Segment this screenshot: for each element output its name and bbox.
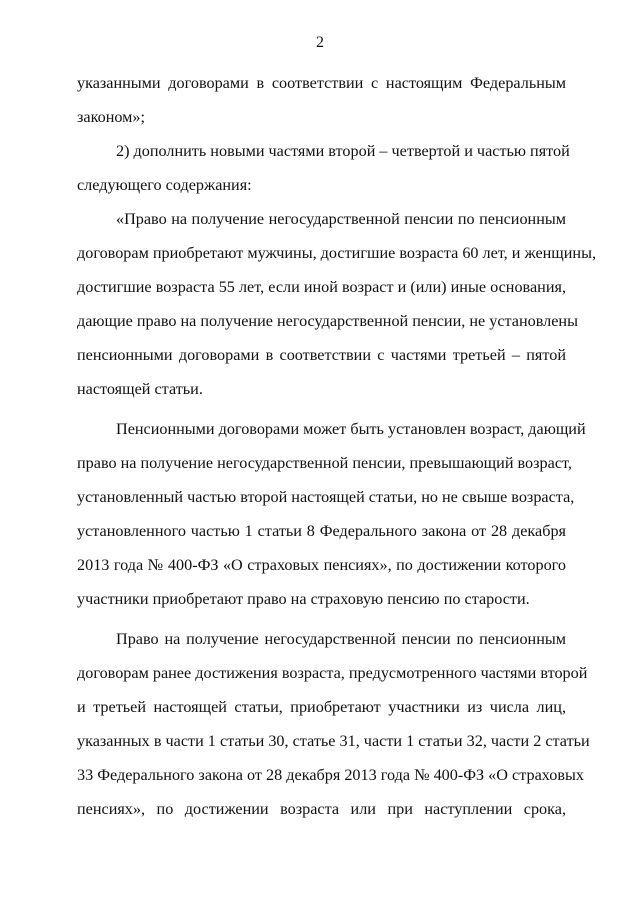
- text-line-2: законом»;: [77, 108, 145, 126]
- text-line-10: настоящей статьи.: [77, 380, 203, 398]
- text-line-6: договорам приобретают мужчины, достигшие возраста 60 лет, и женщины,: [77, 244, 597, 262]
- text-line-19: и третьей настоящей статьи, приобретают участники из числа лиц,: [77, 698, 566, 716]
- text-line-14: установленного частью 1 статьи 8 Федерального закона от 28 декабря: [77, 522, 566, 540]
- text-line-4: следующего содержания:: [77, 176, 252, 194]
- text-line-22: пенсиях», по достижении возраста или при наступлении срока,: [77, 800, 566, 818]
- text-line-20: указанных в части 1 статьи 30, статье 31, части 1 статьи 32, части 2 статьи: [77, 732, 590, 750]
- text-line-1: указанными договорами в соответствии с настоящим Федеральным: [77, 74, 566, 92]
- text-line-7: достигшие возраста 55 лет, если иной возраст и (или) иные основания,: [77, 278, 566, 296]
- text-line-13: установленный частью второй настоящей статьи, но не свыше возраста,: [77, 488, 575, 506]
- text-line-16: участники приобретают право на страховую пенсию по старости.: [77, 590, 530, 608]
- text-line-5: «Право на получение негосударственной пенсии по пенсионным: [116, 210, 566, 228]
- text-line-15: 2013 года № 400-ФЗ «О страховых пенсиях», по достижении которого: [77, 556, 566, 574]
- text-line-21: 33 Федерального закона от 28 декабря 2013 года № 400-ФЗ «О страховых: [77, 766, 584, 784]
- text-line-11: Пенсионными договорами может быть установлен возраст, дающий: [116, 420, 586, 438]
- text-line-12: право на получение негосударственной пенсии, превышающий возраст,: [77, 454, 572, 472]
- text-line-18: договорам ранее достижения возраста, предусмотренного частями второй: [77, 664, 588, 682]
- text-line-3: 2) дополнить новыми частями второй – четвертой и частью пятой: [116, 142, 570, 160]
- page-number: 2: [316, 34, 324, 51]
- text-line-9: пенсионными договорами в соответствии с частями третьей – пятой: [77, 346, 566, 364]
- text-line-17: Право на получение негосударственной пенсии по пенсионным: [116, 630, 566, 648]
- text-line-8: дающие право на получение негосударственной пенсии, не установлены: [77, 312, 578, 330]
